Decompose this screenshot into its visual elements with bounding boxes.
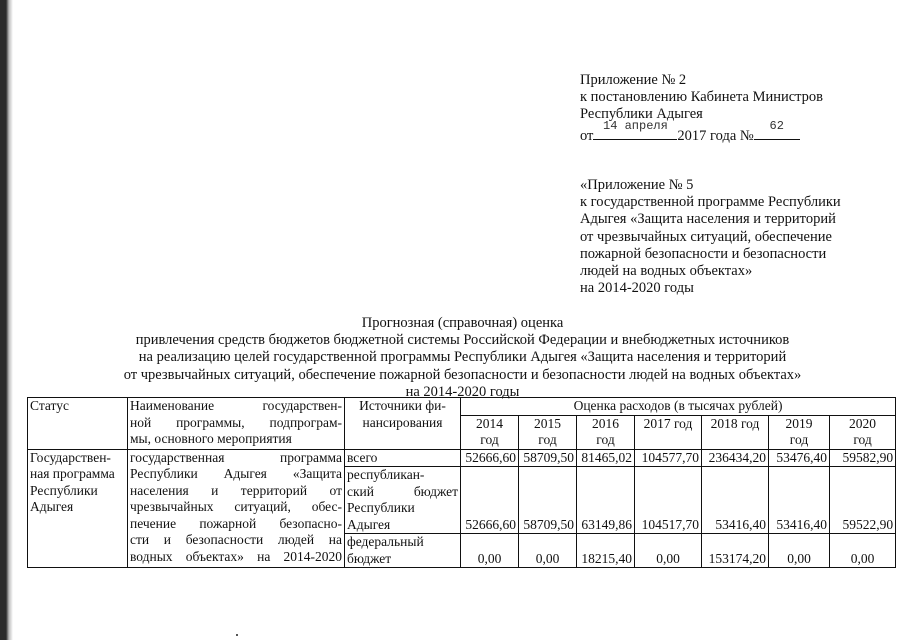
appendix-5-line: пожарной безопасности и безопасности (580, 245, 827, 262)
handwritten-number: 62 (769, 118, 784, 133)
header-name: Наименование государствен- ной программы, подпрограм- мы, основного мероприятия (128, 398, 345, 450)
header-year: 2015 год (519, 415, 577, 449)
header-year: 2014 год (461, 415, 519, 449)
header-year: 2019 год (769, 415, 830, 449)
appendix-2-line2: к постановлению Кабинета Министров (580, 89, 824, 106)
value-cell: 58709,50 (519, 467, 577, 534)
value-cell: 52666,60 (461, 449, 519, 467)
source-cell-republic: республикан- ский бюджет Республики Адыгея (345, 467, 461, 534)
title-line: привлечения средств бюджетов бюджетной системы Российской Федерации и внебюджетных источников (135, 332, 790, 349)
value-cell: 59582,90 (830, 449, 896, 467)
appendix-2-date-line (580, 118, 880, 145)
number-field (754, 118, 800, 140)
appendix-2-line3: Республики Адыгея (580, 106, 703, 123)
year-text: 2017 года № (677, 127, 754, 144)
source-cell-total: всего (345, 449, 461, 467)
header-status: Статус (28, 398, 128, 450)
table-row (28, 449, 896, 467)
value-cell: 81465,02 (577, 449, 635, 467)
program-name-cell: государственная программа Республики Адыгея «Защита населения и территорий от чрезвычайных ситуаций, обес- печение пожарной безопасно- сти и безопасности людей на водных объектах» на 2014-2020 (128, 449, 345, 568)
header-sources: Источники фи- нансирования (345, 398, 461, 450)
value-cell: 18215,40 (577, 534, 635, 568)
value-cell: 153174,20 (702, 534, 769, 568)
document-title (20, 315, 905, 401)
appendix-5-line: людей на водных объектах» (580, 263, 753, 280)
header-estimate: Оценка расходов (в тысячах рублей) (461, 398, 896, 416)
source-cell-federal: федеральный бюджет (345, 534, 461, 568)
scan-speck (236, 634, 238, 636)
header-year: 2016 год (577, 415, 635, 449)
title-line: на реализацию целей государственной программы Республики Адыгея «Защита населения и территорий (138, 349, 787, 366)
value-cell: 0,00 (461, 534, 519, 568)
value-cell: 236434,20 (702, 449, 769, 467)
date-field (593, 118, 677, 140)
header-year: 2017 год (635, 415, 702, 449)
value-cell: 104517,70 (635, 467, 702, 534)
value-cell: 0,00 (830, 534, 896, 568)
appendix-2-header (580, 72, 880, 145)
title-line: Прогнозная (справочная) оценка (361, 315, 564, 331)
value-cell: 53476,40 (769, 449, 830, 467)
status-cell: Государствен- ная программа Республики Адыгея (28, 449, 128, 568)
appendix-5-line: «Приложение № 5 (580, 177, 694, 193)
value-cell: 53416,40 (769, 467, 830, 534)
appendix-5-line: от чрезвычайных ситуаций, обеспечение (580, 228, 832, 245)
header-year: 2018 год (702, 415, 769, 449)
header-year: 2020 год (830, 415, 896, 449)
value-cell: 52666,60 (461, 467, 519, 534)
budget-table (27, 397, 896, 568)
value-cell: 53416,40 (702, 467, 769, 534)
handwritten-date: 14 апреля (603, 118, 668, 133)
scan-left-edge (0, 0, 14, 640)
value-cell: 0,00 (519, 534, 577, 568)
appendix-5-line: к государственной программе Республики (580, 194, 841, 211)
title-line: на 2014-2020 годы (405, 383, 520, 400)
value-cell: 63149,86 (577, 467, 635, 534)
value-cell: 104577,70 (635, 449, 702, 467)
appendix-5-line: на 2014-2020 годы (580, 280, 694, 297)
table-header-row (28, 398, 896, 416)
value-cell: 59522,90 (830, 467, 896, 534)
appendix-5-line: Адыгея «Защита населения и территорий (580, 211, 836, 228)
value-cell: 58709,50 (519, 449, 577, 467)
appendix-5-header (580, 177, 880, 297)
value-cell: 0,00 (635, 534, 702, 568)
appendix-2-title: Приложение № 2 (580, 72, 687, 88)
date-prefix: от (580, 127, 594, 144)
value-cell: 0,00 (769, 534, 830, 568)
title-line: от чрезвычайных ситуаций, обеспечение пожарной безопасности и безопасности людей на водных объектах» (123, 366, 802, 383)
